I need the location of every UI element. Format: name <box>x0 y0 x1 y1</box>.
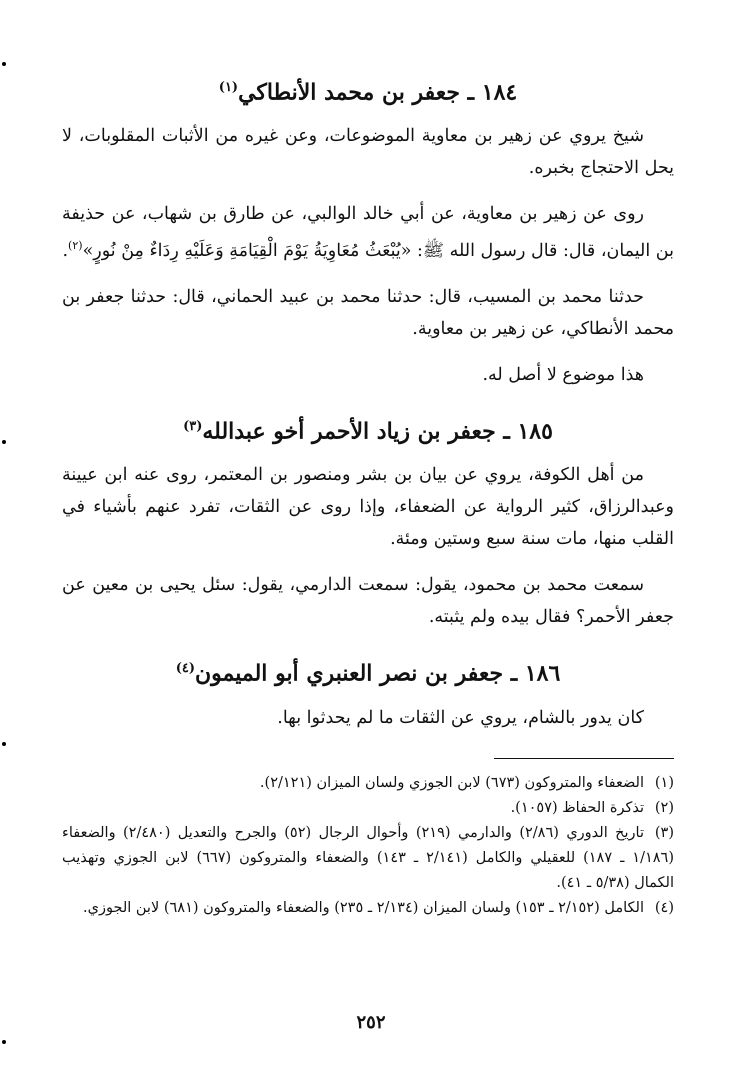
paragraph: حدثنا محمد بن المسيب، قال: حدثنا محمد بن عبيد الحماني، قال: حدثنا جعفر بن محمد الأنطاكي، عن زهير بن معاوية. <box>62 287 674 340</box>
footnote-number: (١) <box>654 774 674 791</box>
page-number: ٢٥٢ <box>356 1012 386 1033</box>
paragraph: هذا موضوع لا أصل له. <box>482 365 644 386</box>
footnote-ref[interactable]: (٢) <box>68 239 83 253</box>
paragraph: سمعت محمد بن محمود، يقول: سمعت الدارمي، يقول: سئل يحيى بن معين عن جعفر الأحمر؟ فقال بيده ولم يثبته. <box>62 575 674 628</box>
page-body <box>62 72 674 921</box>
heading-text: ١٨٥ ـ جعفر بن زياد الأحمر أخو عبدالله <box>202 418 553 445</box>
heading-text: ١٨٤ ـ جعفر بن محمد الأنطاكي <box>238 79 518 106</box>
entry-heading-184 <box>62 72 674 108</box>
entry-heading-186 <box>62 653 674 689</box>
footnote-ref[interactable]: (١) <box>218 80 239 95</box>
footnote-2 <box>62 796 674 821</box>
margin-mark <box>2 742 6 746</box>
hadith-text: روى عن زهير بن معاوية، عن أبي خالد الوالبي، عن طارق بن شهاب، عن حذيفة بن اليمان، قال: قال رسول الله ﷺ: «يُبْعَثُ مُعَاوِيَةُ يَوْمَ الْقِيَامَةِ وَعَلَيْهِ رِدَاءٌ مِنْ نُورٍ» <box>62 204 674 262</box>
footnote-number: (٢) <box>654 799 674 816</box>
footnote-number: (٤) <box>654 899 674 916</box>
entry-heading-185 <box>62 411 674 447</box>
paragraph-hadith <box>62 198 674 267</box>
paragraph: شيخ يروي عن زهير بن معاوية الموضوعات، وعن غيره من الأثبات المقلوبات، لا يحل الاحتجاج بخبره. <box>62 126 674 179</box>
footnote-text: تاريخ الدوري (٢/٨٦) والدارمي (٢١٩) وأحوال الرجال (٥٢) والجرح والتعديل (٢/٤٨٠) والضعفاء (١/١٨٦ ـ ١٨٧) للعقيلي والكامل (٢/١٤١ ـ ١٤٣) والضعفاء والمتروكون (٦٦٧) لابن الجوزي وتهذيب الكمال (٥/٣٨ ـ ٤١). <box>62 824 675 891</box>
margin-mark <box>2 62 6 66</box>
paragraph: كان يدور بالشام، يروي عن الثقات ما لم يحدثوا بها. <box>277 707 644 728</box>
punctuation: . <box>62 241 69 262</box>
margin-mark <box>2 1040 6 1044</box>
footnote-number: (٣) <box>654 824 674 841</box>
footnote-3 <box>62 821 674 896</box>
footnote-divider <box>494 758 674 759</box>
footnote-1 <box>62 771 674 796</box>
footnotes <box>62 771 674 921</box>
footnote-text: الكامل (٢/١٥٢ ـ ١٥٣) ولسان الميزان (٢/١٣٤ ـ ٢٣٥) والضعفاء والمتروكون (٦٨١) لابن الجوزي. <box>83 899 644 916</box>
footnote-4 <box>62 896 674 921</box>
heading-text: ١٨٦ ـ جعفر بن نصر العنبري أبو الميمون <box>195 660 561 687</box>
footnote-ref[interactable]: (٤) <box>175 661 195 677</box>
margin-mark <box>2 440 6 444</box>
footnote-text: الضعفاء والمتروكون (٦٧٣) لابن الجوزي ولسان الميزان (٢/١٢١). <box>259 774 644 791</box>
footnote-ref[interactable]: (٣) <box>183 419 203 435</box>
footnote-text: تذكرة الحفاظ (١٠٥٧). <box>510 799 644 816</box>
paragraph: من أهل الكوفة، يروي عن بيان بن بشر ومنصور بن المعتمر، روى عنه ابن عيينة وعبدالرزاق، كثير الرواية عن الضعفاء، وإذا روى عن الثقات، تفرد عنهم بأشياء في القلب منها، مات سنة سبع وستين ومئة. <box>62 465 674 550</box>
